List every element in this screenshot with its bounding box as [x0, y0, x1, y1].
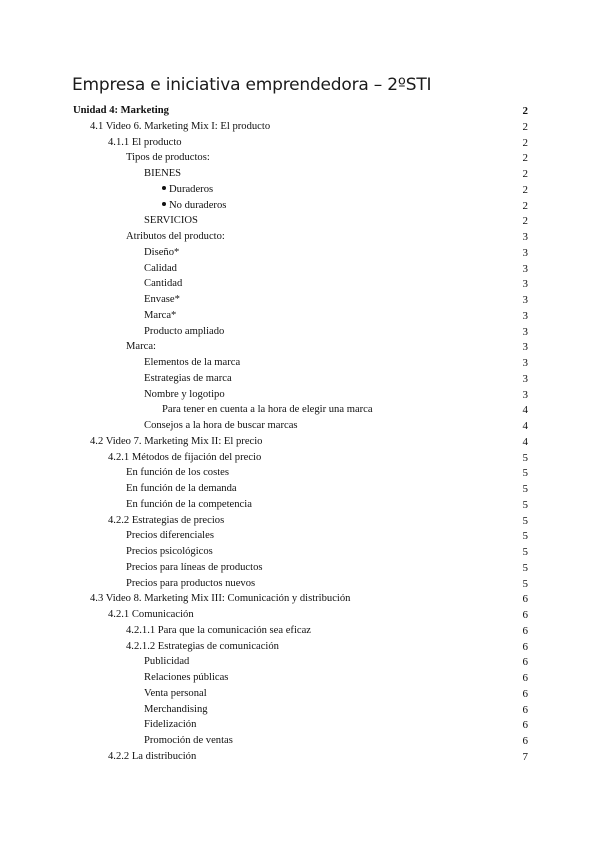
toc-entry-text: Tipos de productos:	[126, 152, 210, 164]
toc-entry[interactable]	[0, 277, 600, 293]
toc-entry-label	[126, 231, 225, 242]
toc-entry[interactable]	[0, 640, 600, 656]
toc-entry-text: Venta personal	[144, 687, 207, 699]
toc-entry-page-number: 3	[522, 341, 528, 354]
toc-entry[interactable]	[0, 451, 600, 467]
toc-entry[interactable]	[0, 309, 600, 325]
toc-entry-text: Unidad 4: Marketing	[73, 105, 169, 116]
toc-entry-label	[144, 247, 179, 258]
toc-entry-page-number: 6	[522, 656, 528, 669]
toc-entry-label	[90, 121, 270, 132]
toc-entry-text: Publicidad	[144, 656, 190, 668]
toc-entry[interactable]	[0, 388, 600, 404]
toc-entry-page-number: 3	[522, 246, 528, 259]
bullet-icon	[162, 202, 166, 206]
toc-entry-text: Calidad	[144, 262, 177, 274]
toc-entry-page-number: 2	[522, 199, 528, 212]
toc-entry[interactable]	[0, 592, 600, 608]
toc-entry-label	[126, 546, 213, 557]
toc-entry-page-number: 6	[522, 735, 528, 747]
toc-entry-page-number: 2	[522, 120, 528, 133]
toc-entry-label	[126, 341, 156, 352]
toc-entry-text: Fidelización	[144, 719, 197, 731]
toc-entry-label	[144, 168, 181, 179]
toc-entry-page-number: 3	[522, 309, 528, 322]
toc-entry-text: Elementos de la marca	[144, 357, 241, 368]
toc-entry-page-number: 5	[522, 451, 528, 464]
toc-entry-text: BIENES	[144, 168, 182, 179]
toc-entry-text: Cantidad	[144, 278, 183, 290]
toc-entry-label	[126, 562, 263, 573]
toc-entry[interactable]	[0, 325, 600, 341]
toc-entry[interactable]	[0, 230, 600, 246]
toc-entry[interactable]	[0, 671, 600, 687]
toc-entry[interactable]	[0, 293, 600, 309]
toc-entry[interactable]	[0, 687, 600, 703]
toc-entry-text: No duraderos	[169, 199, 227, 211]
toc-entry-text: Promoción de ventas	[144, 735, 233, 746]
toc-entry-page-number: 3	[522, 231, 528, 243]
table-of-contents	[0, 104, 600, 766]
toc-entry-page-number: 4	[522, 404, 528, 417]
toc-entry-label	[162, 200, 226, 211]
toc-entry[interactable]	[0, 403, 600, 419]
toc-entry[interactable]	[0, 561, 600, 577]
toc-entry[interactable]	[0, 624, 600, 640]
toc-entry-label	[144, 735, 233, 746]
toc-entry-label	[144, 719, 196, 730]
toc-entry-label	[144, 310, 176, 321]
toc-entry-page-number: 3	[522, 388, 528, 401]
toc-entry-label	[90, 436, 262, 447]
toc-entry[interactable]	[0, 262, 600, 278]
toc-entry-text: 4.2.1 Métodos de fijación del precio	[108, 451, 262, 463]
toc-entry-label	[144, 294, 180, 305]
toc-entry-label	[162, 404, 373, 415]
toc-entry-page-number: 3	[522, 278, 528, 291]
toc-entry-text: Marca:	[126, 341, 156, 353]
toc-entry-label	[108, 751, 196, 762]
toc-entry-text: En función de la demanda	[126, 483, 237, 494]
toc-entry-text: Merchandising	[144, 703, 208, 715]
document-title: Empresa e iniciativa emprendedora – 2ºSTI	[72, 75, 432, 95]
toc-entry-page-number: 3	[522, 262, 528, 275]
toc-entry[interactable]	[0, 167, 600, 183]
toc-entry-label	[126, 152, 210, 163]
toc-entry[interactable]	[0, 151, 600, 167]
toc-entry-page-number: 6	[522, 593, 528, 606]
toc-entry-page-number: 5	[522, 530, 528, 543]
toc-entry-page-number: 5	[522, 546, 528, 558]
toc-entry-label	[126, 530, 214, 541]
toc-entry-text: Atributos del producto:	[126, 231, 225, 242]
toc-entry[interactable]	[0, 372, 600, 388]
toc-entry-text: SERVICIOS	[144, 215, 198, 227]
toc-entry-label	[126, 625, 311, 636]
toc-entry[interactable]	[0, 482, 600, 498]
toc-entry-label	[144, 263, 177, 274]
toc-entry-text: En función de la competencia	[126, 498, 252, 510]
toc-entry-label	[108, 137, 182, 148]
toc-entry-label	[126, 499, 252, 510]
toc-entry[interactable]	[0, 718, 600, 734]
toc-entry-page-number: 3	[522, 325, 528, 338]
toc-entry[interactable]	[0, 545, 600, 561]
toc-entry-page-number: 6	[522, 640, 528, 653]
toc-entry-text: 4.1.1 El producto	[108, 136, 182, 148]
toc-entry-label	[108, 452, 261, 463]
toc-entry[interactable]	[0, 750, 600, 766]
toc-entry-label	[144, 688, 207, 699]
toc-entry-label	[144, 672, 228, 683]
toc-entry-label	[144, 326, 224, 337]
bullet-icon	[162, 186, 166, 190]
toc-entry[interactable]	[0, 199, 600, 215]
toc-entry[interactable]	[0, 703, 600, 719]
toc-entry-label	[108, 609, 194, 620]
toc-entry[interactable]	[0, 498, 600, 514]
toc-entry-page-number: 6	[522, 672, 528, 684]
toc-entry-text: Precios para productos nuevos	[126, 577, 256, 589]
toc-entry-page-number: 2	[522, 183, 528, 196]
toc-entry-label	[144, 357, 240, 368]
toc-entry-text: Precios diferenciales	[126, 530, 214, 542]
toc-entry[interactable]	[0, 246, 600, 262]
toc-entry-text: 4.2.1.2 Estrategias de comunicación	[126, 640, 279, 652]
toc-entry-text: Producto ampliado	[144, 325, 225, 337]
toc-entry[interactable]	[0, 466, 600, 482]
toc-entry[interactable]	[0, 734, 600, 750]
toc-entry[interactable]	[0, 577, 600, 593]
toc-entry-text: Estrategias de marca	[144, 372, 232, 384]
toc-entry-text: Relaciones públicas	[144, 672, 229, 683]
toc-entry[interactable]	[0, 608, 600, 624]
toc-entry-page-number: 4	[522, 420, 528, 432]
toc-entry-text: Nombre y logotipo	[144, 388, 225, 400]
toc-entry-text: Consejos a la hora de buscar marcas	[144, 420, 298, 431]
toc-entry-page-number: 5	[522, 561, 528, 574]
toc-entry-page-number: 2	[522, 136, 528, 149]
toc-entry-text: 4.1 Video 6. Marketing Mix I: El producto	[90, 120, 271, 132]
toc-entry[interactable]	[0, 183, 600, 199]
toc-entry[interactable]	[0, 136, 600, 152]
toc-entry[interactable]	[0, 655, 600, 671]
toc-entry[interactable]	[0, 120, 600, 136]
toc-entry-text: 4.3 Video 8. Marketing Mix III: Comunicación y distribución	[90, 593, 351, 605]
toc-entry-page-number: 7	[522, 750, 528, 763]
toc-entry-label	[162, 184, 213, 195]
toc-entry-label	[126, 467, 229, 478]
toc-entry[interactable]	[0, 104, 600, 120]
toc-entry-text: Precios para líneas de productos	[126, 561, 263, 573]
toc-entry-label	[144, 420, 298, 431]
toc-entry[interactable]	[0, 340, 600, 356]
toc-entry-text: Marca*	[144, 309, 177, 321]
toc-entry-label	[144, 278, 182, 289]
toc-entry[interactable]	[0, 435, 600, 451]
toc-entry-text: 4.2.1.1 Para que la comunicación sea eficaz	[126, 624, 312, 636]
toc-entry-page-number: 2	[522, 152, 528, 165]
toc-entry-page-number: 5	[522, 483, 528, 495]
toc-entry-page-number: 5	[522, 498, 528, 511]
toc-entry-label	[126, 641, 279, 652]
toc-entry-text: Para tener en cuenta a la hora de elegir una marca	[162, 404, 373, 416]
toc-entry[interactable]	[0, 214, 600, 230]
toc-entry-page-number: 3	[522, 357, 528, 369]
toc-entry-label	[144, 373, 232, 384]
toc-entry-page-number: 5	[522, 467, 528, 480]
toc-entry-label	[144, 704, 208, 715]
toc-entry-page-number: 3	[522, 372, 528, 385]
toc-entry-page-number: 6	[522, 687, 528, 700]
toc-entry-page-number: 3	[522, 294, 528, 306]
toc-entry-page-number: 5	[522, 577, 528, 590]
toc-entry-page-number: 6	[522, 609, 528, 621]
toc-entry-text: Duraderos	[169, 183, 214, 195]
toc-entry-page-number: 2	[522, 105, 528, 117]
toc-entry-text: 4.2 Video 7. Marketing Mix II: El precio	[90, 435, 263, 447]
toc-entry-text: Precios psicológicos	[126, 546, 213, 557]
toc-entry-label	[144, 656, 189, 667]
toc-entry-label	[108, 515, 224, 526]
toc-entry-label	[73, 105, 169, 116]
toc-entry[interactable]	[0, 514, 600, 530]
toc-entry-text: En función de los costes	[126, 467, 229, 479]
toc-entry-label	[144, 389, 225, 400]
toc-entry-text: 4.2.2 La distribución	[108, 750, 197, 762]
toc-entry-page-number: 6	[522, 703, 528, 716]
toc-entry-page-number: 5	[522, 514, 528, 527]
toc-entry-text: Diseño*	[144, 246, 180, 258]
toc-entry-page-number: 6	[522, 624, 528, 637]
toc-entry-page-number: 6	[522, 719, 528, 732]
toc-entry-text: Envase*	[144, 294, 180, 305]
toc-entry[interactable]	[0, 419, 600, 435]
toc-entry-text: 4.2.2 Estrategias de precios	[108, 514, 225, 526]
toc-entry-label	[144, 215, 198, 226]
toc-entry-page-number: 2	[522, 168, 528, 180]
toc-entry-text: 4.2.1 Comunicación	[108, 609, 194, 620]
toc-entry-label	[90, 593, 350, 604]
toc-entry-page-number: 2	[522, 215, 528, 228]
toc-entry-label	[126, 578, 255, 589]
toc-entry-page-number: 4	[522, 435, 528, 448]
toc-entry[interactable]	[0, 356, 600, 372]
toc-entry[interactable]	[0, 529, 600, 545]
toc-entry-label	[126, 483, 237, 494]
